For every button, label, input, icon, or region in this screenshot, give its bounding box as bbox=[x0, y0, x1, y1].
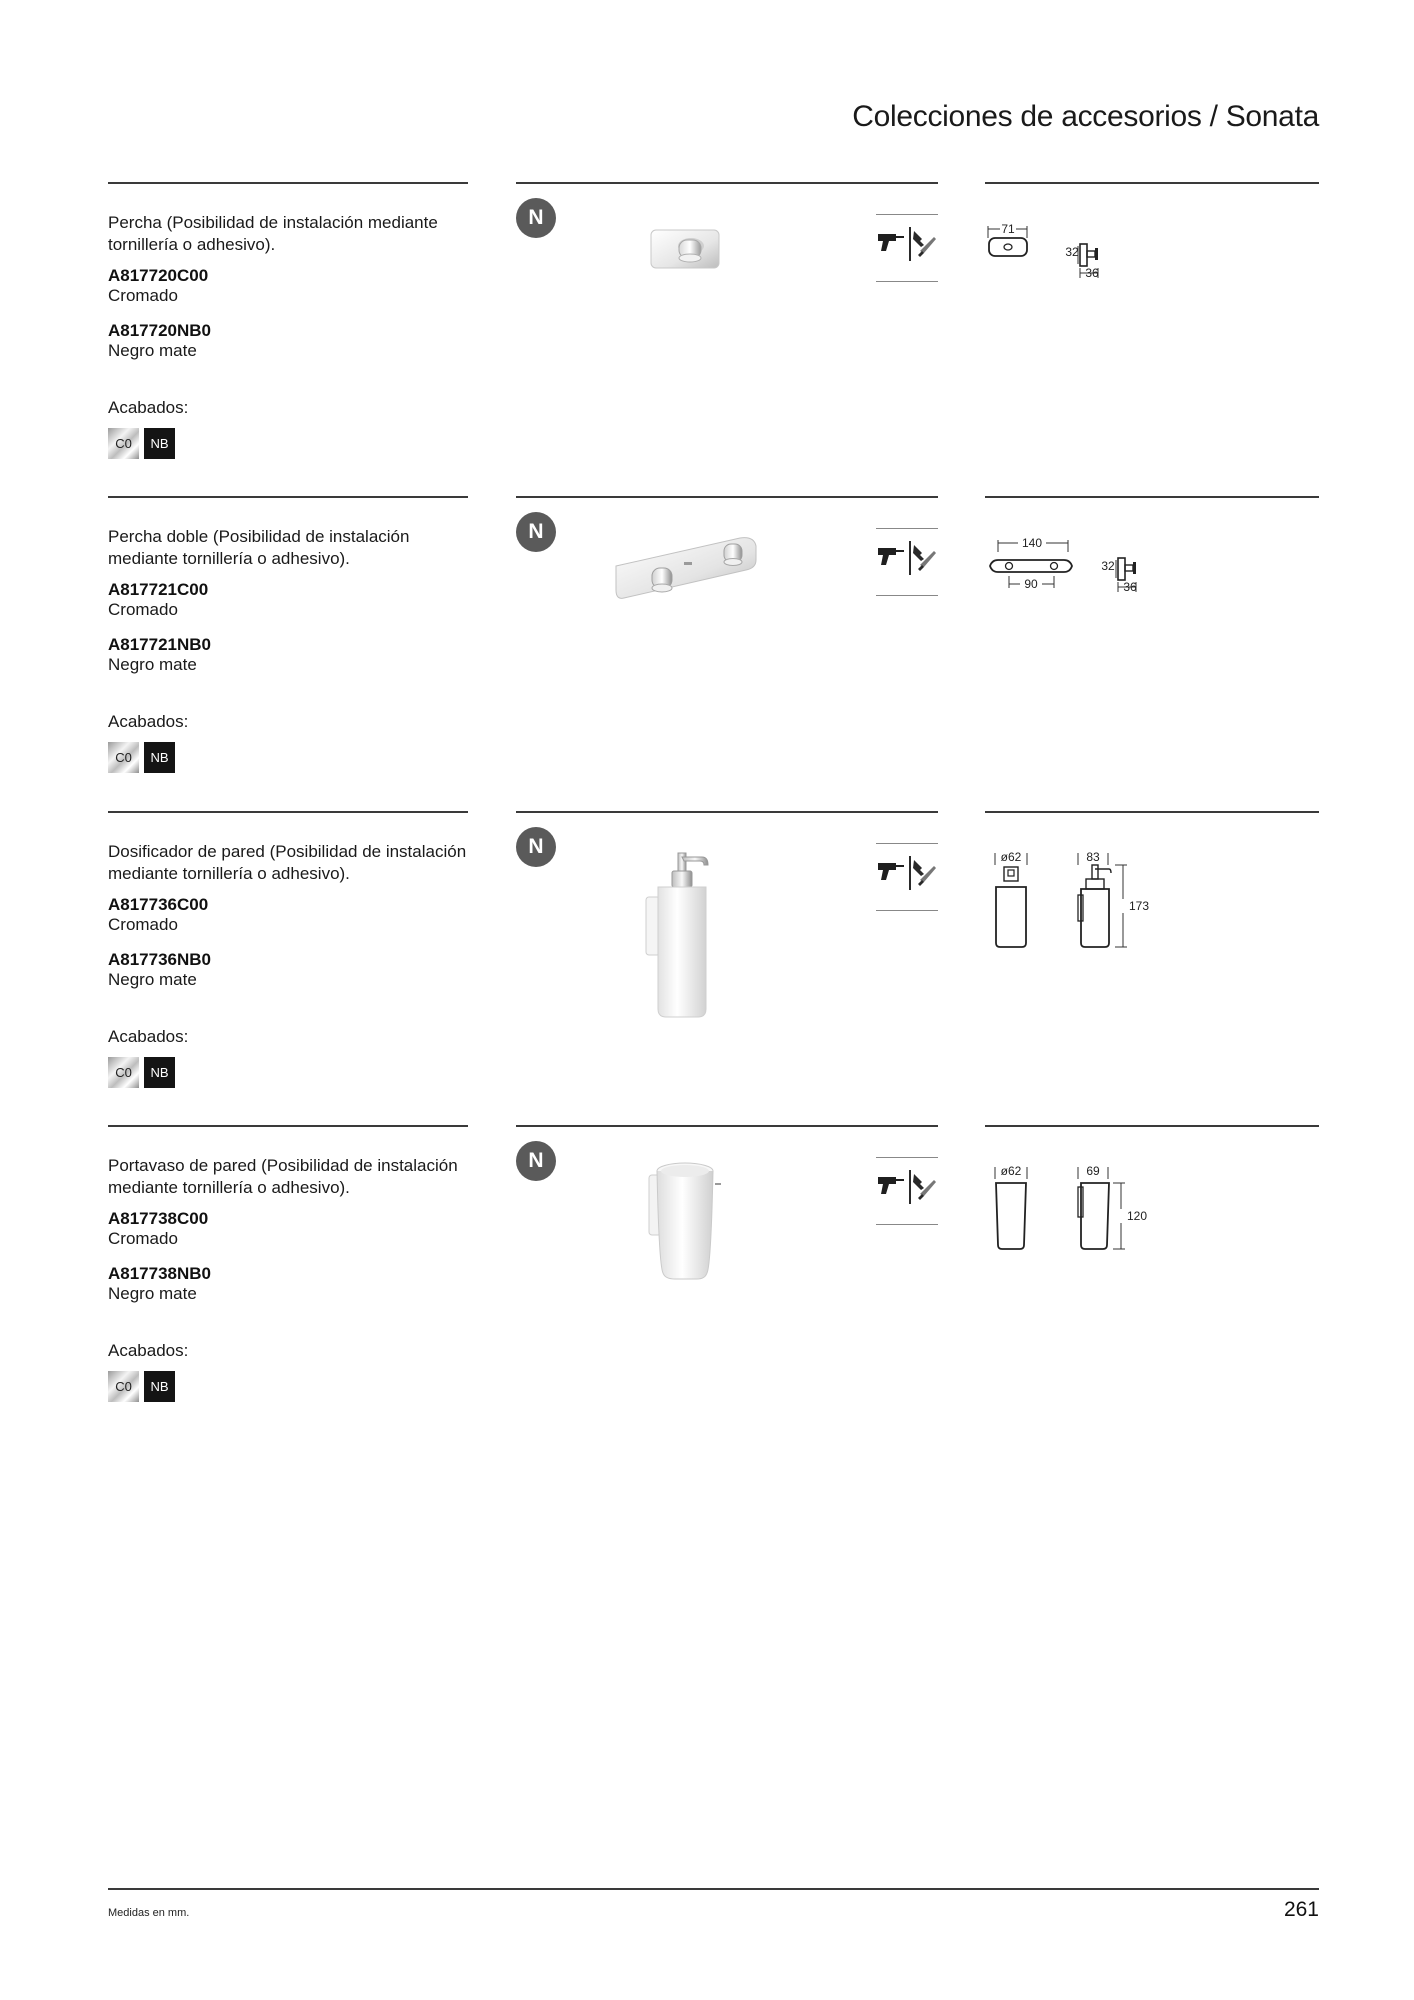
dimension-width: 140 bbox=[1021, 536, 1043, 550]
section-divider bbox=[108, 1125, 468, 1127]
product-code: A817720NB0 bbox=[108, 321, 212, 340]
section-divider bbox=[985, 496, 1319, 498]
footer-divider bbox=[108, 1888, 1319, 1890]
product-code: A817736NB0 bbox=[108, 950, 212, 969]
dimension-hole-spacing: 90 bbox=[1024, 577, 1038, 591]
footer-note: Medidas en mm. bbox=[108, 1907, 190, 1919]
finish-swatch-chrome: C0 bbox=[108, 1057, 139, 1088]
dimension-drawing bbox=[980, 532, 1160, 602]
product-row bbox=[0, 1125, 1414, 1440]
product-photo bbox=[640, 851, 730, 1026]
product-finish: Cromado bbox=[108, 915, 178, 934]
adhesive-icon bbox=[908, 227, 938, 261]
page-number: 261 bbox=[1283, 1898, 1319, 1921]
drill-icon bbox=[876, 543, 904, 567]
product-finish: Cromado bbox=[108, 286, 178, 305]
drill-icon bbox=[876, 858, 904, 882]
installation-icons bbox=[876, 214, 938, 282]
drill-icon bbox=[876, 1172, 904, 1196]
adhesive-icon bbox=[908, 541, 938, 575]
product-finish: Cromado bbox=[108, 600, 178, 619]
product-description: Portavaso de pared (Posibilidad de instalación mediante tornillería o adhesivo). bbox=[108, 1156, 458, 1197]
product-row bbox=[0, 496, 1414, 811]
drill-icon bbox=[876, 229, 904, 253]
finishes-label: Acabados: bbox=[108, 712, 189, 731]
adhesive-icon bbox=[908, 1170, 938, 1204]
new-badge: N bbox=[516, 1141, 556, 1181]
product-code: A817721C00 bbox=[108, 580, 209, 599]
dimension-drawing bbox=[985, 1161, 1155, 1261]
finish-swatch-chrome: C0 bbox=[108, 742, 139, 773]
dimension-projection: 36 bbox=[1085, 266, 1099, 280]
finishes-label: Acabados: bbox=[108, 1341, 189, 1360]
product-row bbox=[0, 182, 1414, 497]
installation-icons bbox=[876, 843, 938, 911]
installation-icons bbox=[876, 1157, 938, 1225]
product-code: A817736C00 bbox=[108, 895, 209, 914]
new-badge: N bbox=[516, 198, 556, 238]
product-code: A817738NB0 bbox=[108, 1264, 212, 1283]
product-finish: Negro mate bbox=[108, 970, 197, 989]
product-photo bbox=[612, 532, 762, 612]
dimension-height: 120 bbox=[1127, 1209, 1148, 1223]
finish-swatch-chrome: C0 bbox=[108, 1371, 139, 1402]
section-divider bbox=[516, 1125, 938, 1127]
dimension-diameter: ø62 bbox=[1000, 1164, 1022, 1178]
product-row bbox=[0, 811, 1414, 1126]
dimension-depth: 32 bbox=[1101, 559, 1115, 573]
new-badge: N bbox=[516, 827, 556, 867]
section-divider bbox=[108, 182, 468, 184]
finish-swatch-chrome: C0 bbox=[108, 428, 139, 459]
dimension-drawing bbox=[985, 847, 1155, 977]
finish-swatch-black: NB bbox=[144, 428, 175, 459]
section-divider bbox=[108, 496, 468, 498]
product-finish: Negro mate bbox=[108, 655, 197, 674]
section-divider bbox=[516, 811, 938, 813]
product-code: A817721NB0 bbox=[108, 635, 212, 654]
dimension-projection: 83 bbox=[1086, 850, 1100, 864]
product-description: Percha doble (Posibilidad de instalación mediante tornillería o adhesivo). bbox=[108, 527, 410, 568]
dimension-height: 173 bbox=[1129, 899, 1150, 913]
product-finish: Cromado bbox=[108, 1229, 178, 1248]
finish-swatch-black: NB bbox=[144, 1371, 175, 1402]
section-divider bbox=[985, 811, 1319, 813]
dimension-projection: 36 bbox=[1123, 580, 1137, 594]
finish-swatch-black: NB bbox=[144, 742, 175, 773]
section-divider bbox=[985, 1125, 1319, 1127]
section-divider bbox=[516, 496, 938, 498]
dimension-diameter: ø62 bbox=[1000, 850, 1022, 864]
dimension-drawing bbox=[980, 218, 1140, 288]
product-finish: Negro mate bbox=[108, 1284, 197, 1303]
finish-swatch-black: NB bbox=[144, 1057, 175, 1088]
product-description: Percha (Posibilidad de instalación mediante tornillería o adhesivo). bbox=[108, 213, 438, 254]
section-divider bbox=[108, 811, 468, 813]
product-description: Dosificador de pared (Posibilidad de instalación mediante tornillería o adhesivo). bbox=[108, 842, 467, 883]
section-divider bbox=[985, 182, 1319, 184]
installation-icons bbox=[876, 528, 938, 596]
page-title: Colecciones de accesorios / Sonata bbox=[852, 100, 1319, 133]
product-photo bbox=[645, 220, 725, 280]
product-code: A817738C00 bbox=[108, 1209, 209, 1228]
product-finish: Negro mate bbox=[108, 341, 197, 360]
finishes-label: Acabados: bbox=[108, 398, 189, 417]
dimension-width: 71 bbox=[1001, 222, 1015, 236]
new-badge: N bbox=[516, 512, 556, 552]
finishes-label: Acabados: bbox=[108, 1027, 189, 1046]
dimension-depth: 32 bbox=[1065, 245, 1079, 259]
dimension-projection: 69 bbox=[1086, 1164, 1100, 1178]
product-code: A817720C00 bbox=[108, 266, 209, 285]
adhesive-icon bbox=[908, 856, 938, 890]
product-photo bbox=[645, 1161, 735, 1291]
section-divider bbox=[516, 182, 938, 184]
